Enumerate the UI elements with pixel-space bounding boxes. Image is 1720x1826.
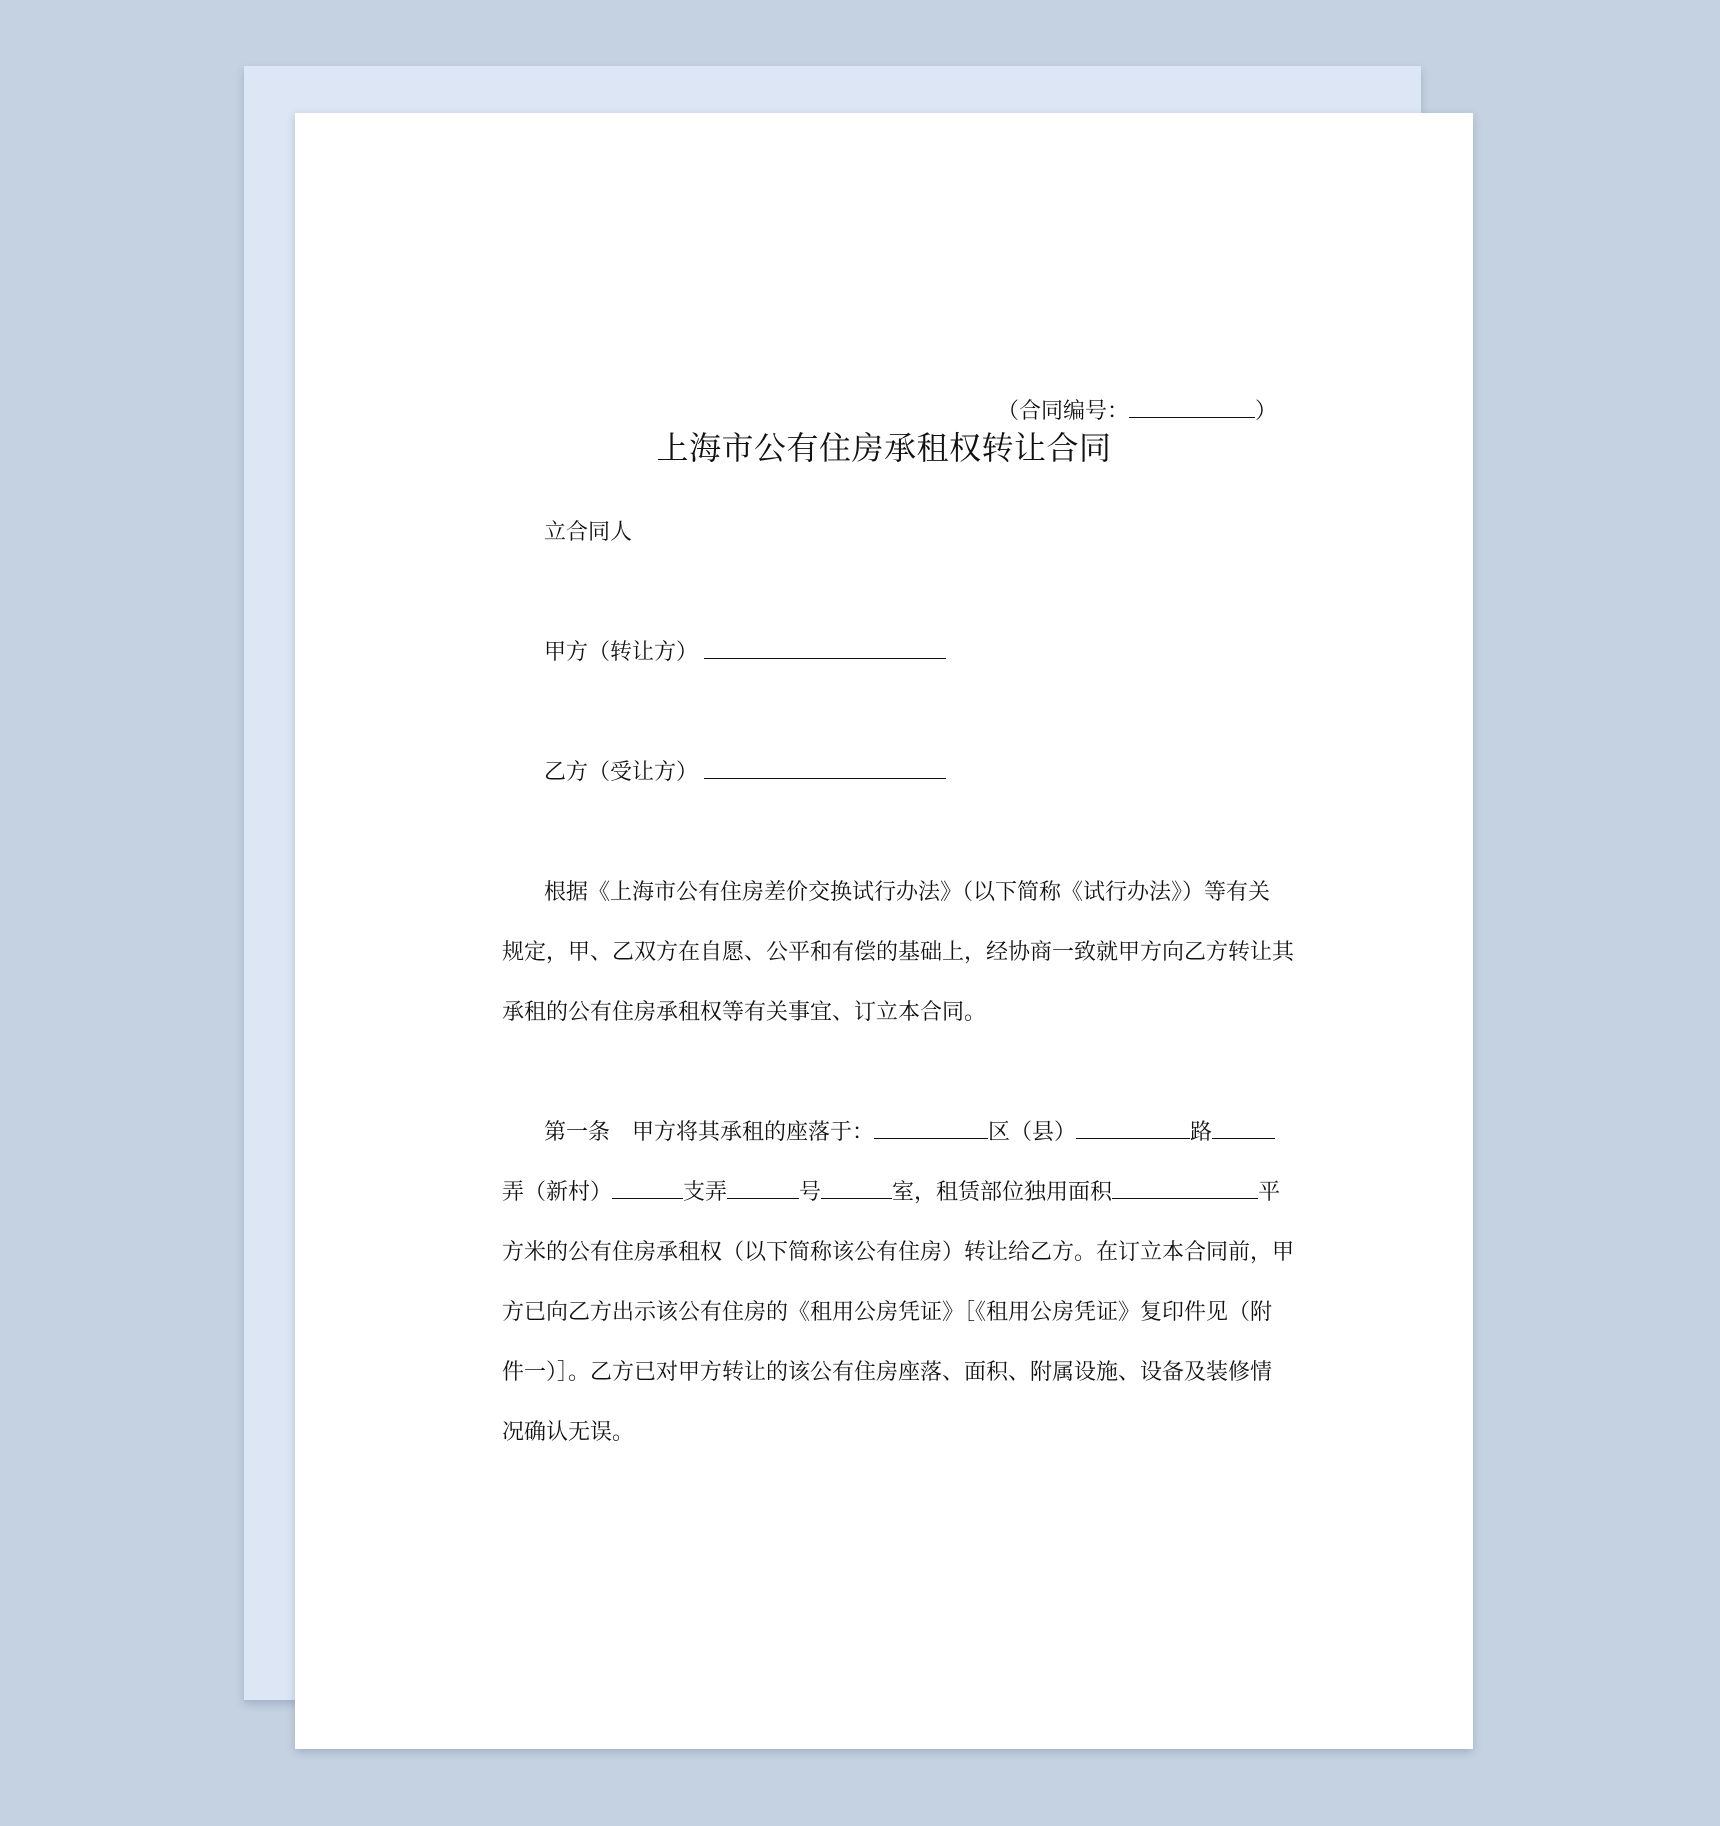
- article-1-text: 弄（新村）: [502, 1180, 613, 1205]
- number-blank[interactable]: [821, 1180, 892, 1199]
- article-1-text: 支弄: [683, 1180, 728, 1205]
- area-blank[interactable]: [1112, 1180, 1258, 1199]
- lane-blank[interactable]: [1212, 1120, 1275, 1139]
- party-a: [544, 623, 946, 683]
- preamble-line: 承租的公有住房承租权等有关事宜、订立本合同。: [502, 1000, 987, 1025]
- article-1-line: 件一）］。乙方已对甲方转让的该公有住房座落、面积、附属设施、设备及装修情: [502, 1360, 1273, 1385]
- village-blank[interactable]: [612, 1180, 683, 1199]
- article-1-text: 号: [799, 1180, 822, 1205]
- district-blank[interactable]: [874, 1120, 988, 1139]
- article-1-paragraph: [502, 1103, 1295, 1463]
- document-title: 上海市公有住房承租权转让合同: [656, 429, 1112, 467]
- preamble-paragraph: [502, 863, 1295, 1043]
- article-1-text: 室，租赁部位独用面积: [892, 1180, 1113, 1205]
- contract-number: [997, 382, 1277, 442]
- party-b: [544, 743, 946, 803]
- preamble-line: 根据《上海市公有住房差价交换试行办法》（以下简称《试行办法》）等有关: [544, 880, 1271, 905]
- road-name-blank[interactable]: [1076, 1120, 1190, 1139]
- party-b-label: 乙方（受让方）: [544, 760, 699, 785]
- parties-heading: 立合同人: [544, 520, 633, 545]
- article-1-line: 方已向乙方出示该公有住房的《租用公房凭证》［《租用公房凭证》复印件见（附: [502, 1300, 1273, 1325]
- article-1-line: [502, 1103, 1263, 1163]
- preamble-line: 规定，甲、乙双方在自愿、公平和有偿的基础上，经协商一致就甲方向乙方转让其: [502, 940, 1295, 965]
- article-1-line: 方米的公有住房承租权（以下简称该公有住房）转让给乙方。在订立本合同前，甲: [502, 1240, 1295, 1265]
- article-1-text: 路: [1190, 1120, 1213, 1145]
- contract-number-close: ）: [1255, 399, 1278, 424]
- branch-lane-blank[interactable]: [727, 1180, 799, 1199]
- party-a-blank[interactable]: [704, 640, 946, 659]
- article-1-text: 平: [1258, 1180, 1281, 1205]
- party-a-label: 甲方（转让方）: [544, 640, 699, 665]
- contract-number-blank[interactable]: [1129, 399, 1255, 418]
- article-1-line: [502, 1163, 1281, 1223]
- article-1-line: 况确认无误。: [502, 1420, 635, 1445]
- party-b-blank[interactable]: [704, 760, 946, 779]
- article-1-text: 区（县）: [988, 1120, 1077, 1145]
- document-page: [295, 113, 1473, 1749]
- contract-number-label: （合同编号：: [997, 399, 1130, 424]
- article-1-text: 第一条 甲方将其承租的座落于：: [544, 1120, 875, 1145]
